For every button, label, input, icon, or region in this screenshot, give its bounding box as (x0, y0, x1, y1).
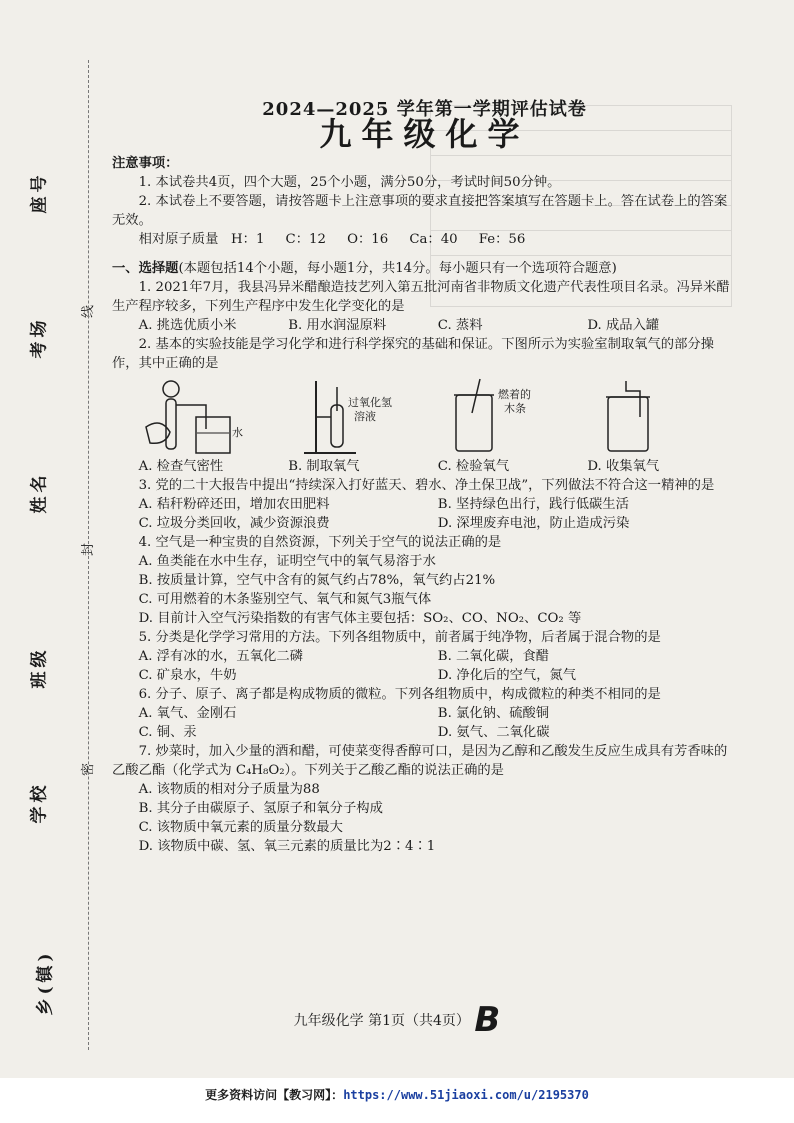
apparatus-figure (136, 377, 737, 457)
cut-mark-line: 线 (81, 304, 97, 319)
option-c: C. 该物质中氧元素的质量分数最大 (138, 820, 343, 835)
binding-strip (0, 40, 110, 1050)
option-b: B. 二氧化碳，食醋 (437, 649, 550, 664)
option-b: B. 按质量计算，空气中含有的氮气约占78%，氧气约占21% (138, 573, 496, 588)
solution-label: 溶液 (354, 410, 376, 423)
collect-oxygen-apparatus-icon (586, 377, 736, 457)
resource-link[interactable]: https://www.51jiaoxi.com/u/2195370 (343, 1088, 589, 1102)
option-d: D. 收集氧气 (587, 459, 660, 474)
question-options (112, 723, 737, 742)
section-heading (112, 259, 737, 278)
question-stem: 4. 空气是一种宝贵的自然资源，下列关于空气的说法正确的是 (138, 535, 502, 550)
resource-link-bar (0, 1086, 794, 1103)
cut-line (88, 60, 89, 1050)
question-options (112, 457, 737, 476)
collect-oxygen-figure (586, 377, 736, 457)
question-options (112, 666, 737, 685)
atomic-mass-line: 相对原子质量 H：1 C：12 O：16 Ca：40 Fe：56 (138, 232, 526, 247)
airtightness-check-figure (136, 377, 286, 457)
page-number-text: 九年级化学 第1页（共4页） (293, 1013, 470, 1029)
option-a: A. 秸秆粉碎还田，增加农田肥料 (138, 497, 330, 512)
option-d: D. 深埋废弃电池，防止造成污染 (437, 516, 630, 531)
option-b: B. 坚持绿色出行，践行低碳生活 (437, 497, 629, 512)
airtightness-apparatus-icon (136, 377, 286, 457)
question-stem: 2. 基本的实验技能是学习化学和进行科学探究的基础和保证。下图所示为实验室制取氧气的部分操作，其中正确的是 (112, 337, 714, 371)
question-stem: 1. 2021年7月，我县冯异米醋酿造技艺列入第五批河南省非物质文化遗产代表性项目名录。冯异米醋生产程序较多，下列生产程序中发生化学变化的是 (112, 280, 730, 314)
question-options (112, 704, 737, 723)
section-title: 一、选择题 (112, 261, 179, 276)
cut-mark-seal: 封 (81, 542, 97, 557)
option-c: C. 铜、汞 (138, 725, 197, 740)
option-b: B. 氯化钠、硫酸铜 (437, 706, 550, 721)
option-c: C. 矿泉水，牛奶 (138, 668, 237, 683)
option-d: D. 该物质中碳、氢、氧三元素的质量比为2∶4∶1 (138, 839, 436, 854)
resource-prefix: 更多资料访问【教习网】： (205, 1088, 344, 1102)
class-label: 班级 (29, 646, 50, 689)
option-a: A. 鱼类能在水中生存，证明空气中的氧气易溶于水 (138, 554, 436, 569)
option-a: A. 挑选优质小米 (138, 318, 237, 333)
option-a: A. 该物质的相对分子质量为88 (138, 782, 320, 797)
test-oxygen-figure (436, 377, 586, 457)
question-stem: 5. 分类是化学学习常用的方法。下列各组物质中，前者属于纯净物，后者属于混合物的是 (138, 630, 661, 645)
water-label: 水 (232, 426, 243, 439)
section-desc: (本题包括14个小题，每小题1分，共14分。每小题只有一个选项符合题意) (178, 261, 617, 276)
question-options (112, 495, 737, 514)
exam-title: 九年级化学 (319, 115, 530, 153)
option-b: B. 制取氧气 (288, 459, 360, 474)
option-d: D. 净化后的空气，氮气 (437, 668, 577, 683)
notice-item: 1. 本试卷共4页，四个大题，25个小题，满分50分，考试时间50分钟。 (138, 175, 561, 190)
seat-number-label: 座号 (29, 171, 50, 214)
option-d: D. 氨气、二氧化碳 (437, 725, 550, 740)
produce-oxygen-figure (286, 377, 436, 457)
township-label: 乡(镇) (35, 949, 56, 1016)
option-d: D. 目前计入空气污染指数的有害气体主要包括：SO₂、CO、NO₂、CO₂ 等 (138, 611, 582, 626)
page-footer (0, 1000, 794, 1040)
option-c: C. 蒸料 (437, 318, 483, 333)
option-d: D. 成品入罐 (587, 318, 660, 333)
notice-item: 2. 本试卷上不要答题，请按答题卡上注意事项的要求直接把答案填写在答题卡上。答在试卷上的答案无效。 (112, 194, 728, 228)
notice-heading: 注意事项： (112, 156, 179, 171)
option-c: C. 检验氧气 (437, 459, 510, 474)
burning-label: 燃着的 (498, 388, 531, 401)
option-c: C. 垃圾分类回收，减少资源浪费 (138, 516, 330, 531)
name-label: 姓名 (29, 471, 50, 514)
option-a: A. 浮有冰的水，五氧化二磷 (138, 649, 303, 664)
question-options (112, 316, 737, 335)
option-c: C. 可用燃着的木条鉴别空气、氧气和氮气3瓶气体 (138, 592, 432, 607)
option-b: B. 用水润湿原料 (288, 318, 387, 333)
question-stem: 7. 炒菜时，加入少量的酒和醋，可使菜变得香醇可口，是因为乙醇和乙酸发生反应生成具有芳香味的乙酸乙酯（化学式为 C₄H₈O₂）。下列关于乙酸乙酯的说法正确的是 (112, 744, 728, 778)
question-stem: 6. 分子、原子、离子都是构成物质的微粒。下列各组物质中，构成微粒的种类不相同的是 (138, 687, 661, 702)
question-options (112, 514, 737, 533)
exam-content (112, 100, 737, 856)
option-a: A. 检查气密性 (138, 459, 224, 474)
option-b: B. 其分子由碳原子、氢原子和氧分子构成 (138, 801, 383, 816)
question-options (112, 647, 737, 666)
peroxide-label: 过氧化氢 (348, 396, 392, 409)
stick-label: 木条 (504, 402, 526, 415)
school-label: 学校 (29, 781, 50, 824)
option-a: A. 氧气、金刚石 (138, 706, 237, 721)
exam-room-label: 考场 (29, 316, 50, 359)
cut-mark-secret: 密 (81, 762, 97, 777)
question-stem: 3. 党的二十大报告中提出“持续深入打好蓝天、碧水、净土保卫战”，下列做法不符合这一精神的是 (138, 478, 715, 493)
version-mark: B (474, 1000, 501, 1040)
exam-subtitle: 2024—2025 学年第一学期评估试卷 (262, 99, 587, 120)
